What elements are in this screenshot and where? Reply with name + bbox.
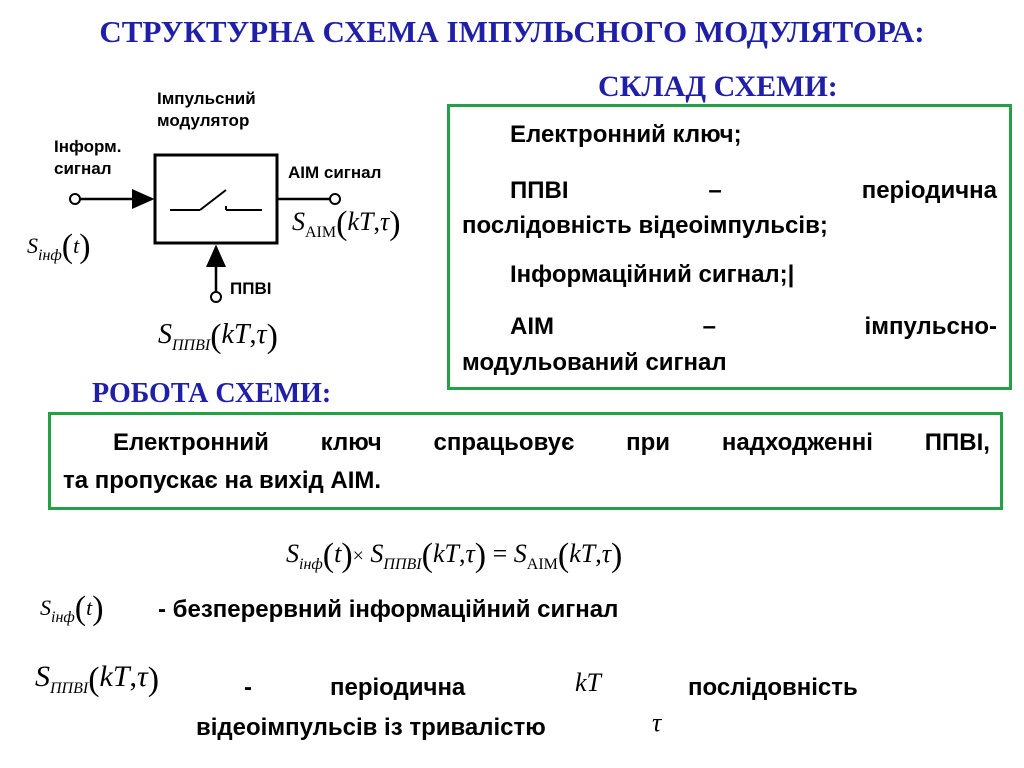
composition-item-aim: АІМ – імпульсно- (510, 313, 997, 340)
desc-ppvi-dash: - (244, 674, 252, 701)
operation-box (48, 412, 1003, 510)
desc-ppvi-word-periodic: періодична (330, 674, 466, 701)
formula-s-ppvi: $S_{ППВІ}(kT,\tau)$ (158, 318, 278, 355)
formula-s-inf: $S_{інф}(t)$ (27, 228, 91, 265)
output-terminal (330, 194, 340, 204)
desc-ppvi-word-sequence: послідовність (688, 674, 858, 701)
composition-box (447, 104, 1012, 390)
desc-s-inf-text: - безперервний інформаційний сигнал (158, 596, 619, 623)
page-title: СТРУКТУРНА СХЕМА ІМПУЛЬСНОГО МОДУЛЯТОРА: (99, 14, 925, 49)
modulator-label: Імпульсний модулятор (157, 89, 256, 130)
composition-heading: СКЛАД СХЕМИ: (598, 70, 838, 103)
output-label: АІМ сигнал (288, 163, 382, 182)
desc-ppvi-tau: τ (652, 708, 662, 737)
operation-heading: РОБОТА СХЕМИ: (92, 378, 332, 409)
desc-s-ppvi-formula: $S_{ППВІ}(kT,\tau)$ (35, 660, 160, 698)
switch-blade (200, 190, 226, 210)
composition-item-info: Інформаційний сигнал;| (510, 261, 795, 288)
operation-line-2: та пропускає на вихід АІМ. (63, 467, 382, 494)
input-terminal (70, 194, 80, 204)
formula-s-aim: $S_{АІМ}(kT,\tau)$ (292, 205, 401, 242)
modulator-block (155, 155, 277, 243)
composition-item-ppvi: ППВІ – періодична (510, 177, 997, 204)
operation-line-1: Електронний ключ спрацьовує при надходженні ППВІ, (113, 429, 990, 456)
composition-item-key: Електронний ключ; (510, 121, 742, 148)
main-equation: $S_{інф}(t)\times S_{ППВІ}(kT,\tau) = S_{АІМ}(kT,\tau)$ (286, 537, 623, 574)
input-label: Інформ. сигнал (54, 137, 122, 178)
desc-ppvi-line2: відеоімпульсів із тривалістю (196, 714, 546, 741)
desc-s-inf-formula: $S_{інф}(t)$ (40, 590, 104, 627)
composition-item-aim-cont: модульований сигнал (462, 349, 727, 376)
control-terminal (211, 292, 221, 302)
composition-item-ppvi-cont: послідовність відеоімпульсів; (462, 212, 828, 239)
desc-ppvi-kT: kT (575, 668, 601, 697)
control-label: ППВІ (230, 279, 272, 298)
